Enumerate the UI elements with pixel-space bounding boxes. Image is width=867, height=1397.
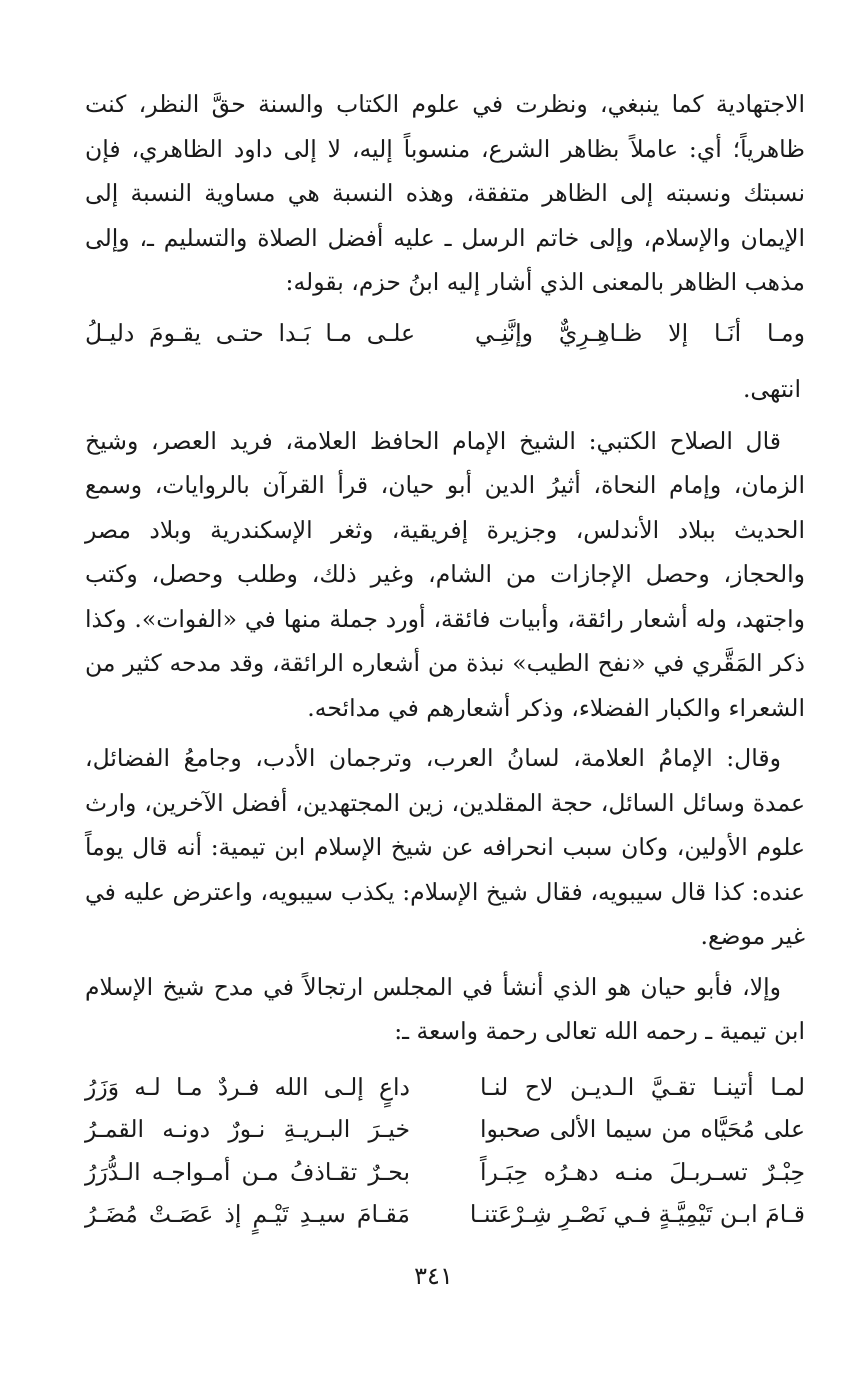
poem-second-hemistich: بحـرٌ تقـاذفُ مـن أمـواجـه الـدُّرَرُ: [85, 1157, 410, 1186]
poem-second-hemistich: خيـرَ البـريـةِ نـورٌ دونـه القمـرُ: [85, 1115, 410, 1143]
page-number: ٣٤١: [414, 1262, 453, 1290]
poem-first-hemistich: لمـا أتينـا تقـيَّ الـديـن لاح لنـا: [480, 1072, 805, 1101]
poem-verse: [85, 1066, 805, 1109]
verse-second-hemistich: علـى مـا بَـدا حتـى يقـومَ دليـلُ: [85, 318, 415, 347]
page-body: [85, 82, 805, 1236]
poem-second-hemistich: مَقـامَ سيـدِ تَيْـمٍ إذ عَصَـتْ مُضَـرُ: [85, 1200, 410, 1228]
poem-second-hemistich: داعٍ إلـى الله فـردٌ مـا لـه وَزَرُ: [85, 1072, 410, 1101]
poem-verse: [85, 1108, 805, 1151]
verse-end-note: انتهى.: [742, 374, 801, 403]
intro-paragraph: الاجتهادية كما ينبغي، ونظرت في علوم الكتاب والسنة حقَّ النظر، كنت ظاهرياً؛ أي: عاملاً بظاهر الشرع، منسوباً إليه، لا إلى داود الظاهري، فإن نسبتك ونسبته إلى الظاهر متفقة، وهذه النسبة هي مساوية النسبة إلى الإيمان والإسلام، وإلى خاتم الرسل ـ عليه أفضل الصلاة والتسليم ـ، وإلى مذهب الظاهر بالمعنى الذي أشار إليه ابنُ حزم، بقوله:: [85, 90, 805, 296]
verse-first-hemistich: ومـا أنَـا إلا ظـاهِـرِيٌّ وإنَّنِـي: [475, 318, 805, 347]
qala-paragraph: وقال: الإمامُ العلامة، لسانُ العرب، وترجمان الأدب، وجامعُ الفضائل، عمدة وسائل السائل، حجة المقلدين، زين المجتهدين، أفضل الآخرين، وارث علوم الأولين، وكان سبب انحرافه عن شيخ الإسلام ابن تيمية: أنه قال يوماً عنده: كذا قال سيبويه، فقال شيخ الإسلام: يكذب سيبويه، واعترض عليه في غير موضع.: [85, 744, 805, 950]
poem-verse: [85, 1151, 805, 1194]
ibn-hazm-verse: [85, 309, 805, 357]
poem-verse: [85, 1193, 805, 1236]
illa-paragraph: وإلا، فأبو حيان هو الذي أنشأ في المجلس ارتجالاً في مدح شيخ الإسلام ابن تيمية ـ رحمه الله تعالى رحمة واسعة ـ:: [85, 972, 805, 1045]
poem-first-hemistich: على مُحَيَّاه من سيما الألى صحبوا: [480, 1115, 805, 1143]
poem-first-hemistich: قـامَ ابـن تَيْمِيَّـةٍ فـي نَصْـرِ شِـرْعَتنـا: [469, 1200, 805, 1228]
salah-paragraph: قال الصلاح الكتبي: الشيخ الإمام الحافظ العلامة، فريد العصر، وشيخ الزمان، وإمام النحاة، أثيرُ الدين أبو حيان، قرأ القرآن بالروايات، وسمع الحديث ببلاد الأندلس، وجزيرة إفريقية، وثغر الإسكندرية وبلاد مصر والحجاز، وحصل الإجازات من الشام، وغير ذلك، وطلب وحصل، وكتب واجتهد، وله أشعار رائقة، وأبيات فائقة، أورد جملة منها في «الفوات». وكذا ذكر المَقَّري في «نفح الطيب» نبذة من أشعاره الرائقة، وقد مدحه كثير من الشعراء والكبار الفضلاء، وذكر أشعارهم في مدائحه.: [85, 426, 805, 722]
poem-first-hemistich: حِبْـرٌ تسـربـلَ منـه دهـرُه حِبَـراً: [480, 1157, 805, 1186]
praise-poem: [85, 1066, 805, 1236]
